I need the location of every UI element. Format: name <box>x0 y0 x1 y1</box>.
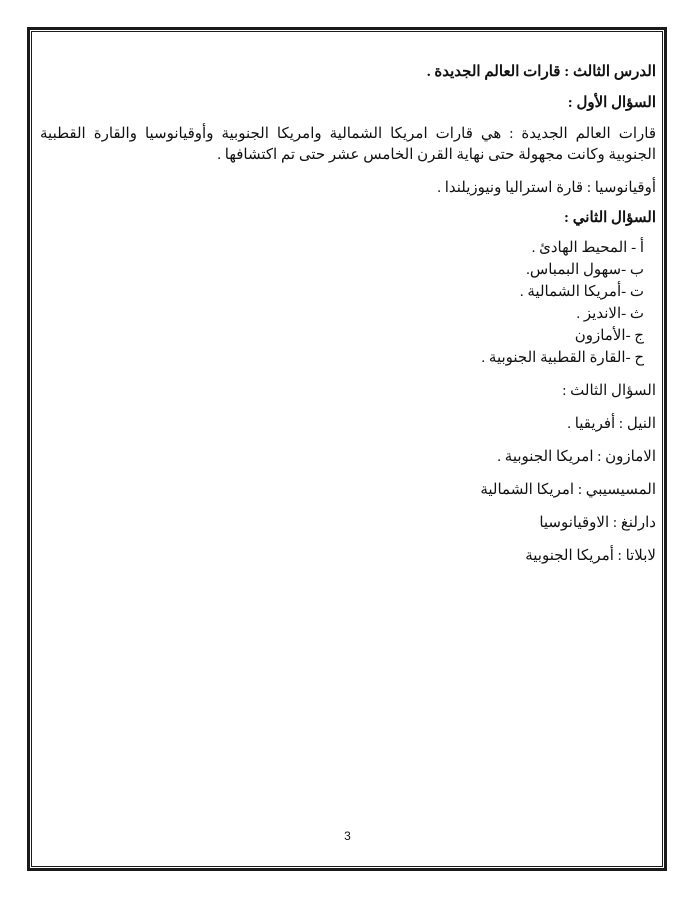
q3-answer-mississippi: المسيسيبي : امريكا الشمالية <box>480 482 656 498</box>
q3-answer-laplata: لابلاتا : أمريكا الجنوبية <box>525 548 656 564</box>
q2-answer-t: ت -أمريكا الشمالية . <box>519 284 644 300</box>
page-number: 3 <box>344 829 351 843</box>
q1-oceania-definition: أوقيانوسيا : قارة استراليا ونيوزيلندا . <box>437 180 656 196</box>
q1-paragraph: قارات العالم الجديدة : هي قارات امريكا الشمالية وامريكا الجنوبية وأوقيانوسيا والقارة القطبية الجنوبية وكانت مجهولة حتى نهاية القرن الخامس عشر حتى تم اكتشافها . <box>40 126 656 163</box>
q2-answer-h: ح -القارة القطبية الجنوبية . <box>481 350 644 366</box>
q1-heading: السؤال الأول : <box>567 95 656 111</box>
q2-answers <box>40 237 656 369</box>
q2-heading: السؤال الثاني : <box>564 210 656 226</box>
q3-answer-darling: دارلنغ : الاوقيانوسيا <box>539 515 656 531</box>
q3-answer-amazon: الامازون : امريكا الجنوبية . <box>497 449 656 465</box>
q3-answer-nile: النيل : أفريقيا . <box>567 416 656 432</box>
q2-answer-th: ث -الانديز . <box>576 306 644 322</box>
q3-heading: السؤال الثالث : <box>562 383 656 399</box>
document-content <box>40 62 656 567</box>
q2-answer-b: ب -سهول البمباس. <box>526 262 644 278</box>
lesson-title: الدرس الثالث : قارات العالم الجديدة . <box>426 64 656 80</box>
q2-answer-a: أ - المحيط الهادئ . <box>531 240 644 256</box>
q2-answer-j: ج -الأمازون <box>574 328 644 344</box>
